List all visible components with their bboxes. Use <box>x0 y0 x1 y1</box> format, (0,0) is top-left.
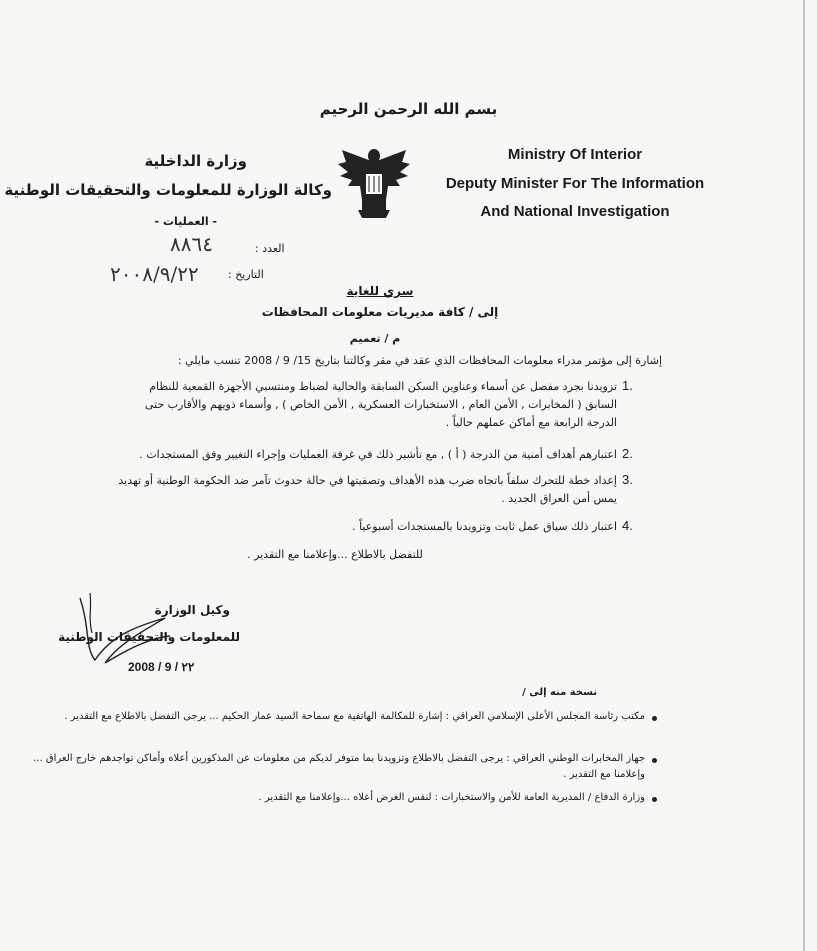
bullet-icon <box>652 716 657 721</box>
list-item: تزويدنا بجرد مفصل عن أسماء وعناوين السكن السابقة والحالية لضباط ومنتسبي الأجهزة القمعية للنظام السابق ( المخابرات , الأمن العام , الاستخبارات العسكرية , الأمن الخاص ) , وأسماء ذويهم والأقارب حتى الدرجة الرابعة مع أماكن عملهم حالياً . <box>144 380 617 429</box>
number-value: ٨٨٦٤ <box>170 232 213 256</box>
bullet-icon <box>652 797 657 802</box>
list-item: اعتبارهم أهداف أمنية من الدرجة ( أ ) , مع تأشير ذلك في غرفة العمليات وإجراء التغيير وفق المستجدات . <box>139 448 617 461</box>
eagle-emblem-icon <box>334 142 414 220</box>
signature-title2: للمعلومات والتحقيقات الوطنية <box>58 630 240 644</box>
list-item: إعداد خطة للتحرك سلفاً باتجاه ضرب هذه الأهداف وتصفيتها في حالة حدوث تآمر ضد الحكومة الوطنية أو تهديد يمس أمن العراق الجديد . <box>118 474 617 505</box>
item-number: 2. <box>622 446 633 461</box>
intro-text: إشارة إلى مؤتمر مدراء معلومات المحافظات الذي عقد في مقر وكالتنا بتاريخ 15/ 9 / 2008 تنسب مايلي : <box>177 354 662 367</box>
number-label: العدد : <box>255 242 285 255</box>
item-number: 4. <box>622 518 633 533</box>
cc-list-item: جهاز المخابرات الوطني العراقي : يرجى التفضل بالاطلاع وتزويدنا بما متوفر لديكم من معلومات عن المذكورين أعلاه وأماكن تواجدهم خارج العراق ... وإعلامنا مع التقدير . <box>33 753 645 780</box>
header-ar-line2: وكالة الوزارة للمعلومات والتحقيقات الوطنية <box>4 181 332 199</box>
scan-edge-line <box>803 0 805 951</box>
classification: سري للغاية <box>346 284 414 298</box>
addressee: إلى / كافة مديريات معلومات المحافظات <box>261 305 499 319</box>
header-en-line2: Deputy Minister For The Information <box>445 175 705 192</box>
item-number: 1. <box>622 378 633 393</box>
handwritten-signature <box>70 588 180 668</box>
signature-date: 2008 / 9 / ٢٢ <box>128 660 195 674</box>
basmala: بسم الله الرحمن الرحيم <box>319 100 498 118</box>
date-value: ٢٠٠٨/٩/٢٢ <box>110 262 199 286</box>
date-label: التاريخ : <box>228 268 264 281</box>
closing-text: للتفضل بالاطلاع ...وإعلامنا مع التقدير . <box>247 548 423 561</box>
cc-list-item: مكتب رئاسة المجلس الأعلى الإسلامي العراقي : إشارة للمكالمة الهاتفية مع سماحة السيد عمار الحكيم ... يرجى التفضل بالاطلاع مع التقدير . <box>64 711 645 722</box>
subject: م / تعميم <box>349 332 401 345</box>
list-item: اعتبار ذلك سياق عمل ثابت وتزويدنا بالمستجدات أسبوعياً . <box>352 520 617 533</box>
signature-title1: وكيل الوزارة <box>154 603 230 617</box>
header-en-line3: And National Investigation <box>480 203 670 220</box>
header-en-line1: Ministry Of Interior <box>507 146 643 163</box>
item-number: 3. <box>622 472 633 487</box>
header-ar-line1: وزارة الداخلية <box>144 152 247 170</box>
header-ar-line3: - العمليات - <box>154 215 217 228</box>
bullet-icon <box>652 758 657 763</box>
cc-heading: نسخة منه إلى / <box>522 687 597 698</box>
cc-list-item: وزارة الدفاع / المديرية العامة للأمن والاستخبارات : لنفس الغرض أعلاه ...وإعلامنا مع التقدير . <box>258 792 645 803</box>
